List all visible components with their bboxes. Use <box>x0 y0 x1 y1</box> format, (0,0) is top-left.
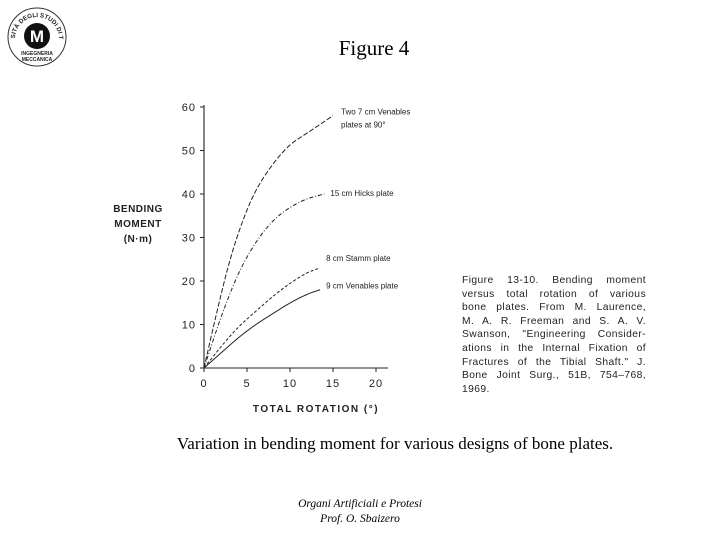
x-tick-label: 15 <box>325 378 341 390</box>
y-axis-label <box>113 204 163 245</box>
chart-series-labels <box>326 108 410 291</box>
logo-text-bottom: INGEGNERIA <box>21 51 53 57</box>
chart-series <box>204 116 333 368</box>
textbook-caption-line: versus total rotation of various <box>462 288 646 300</box>
series-label: plates at 90° <box>341 120 386 130</box>
y-tick-label: 60 <box>181 102 196 114</box>
x-tick-label: 5 <box>243 378 251 390</box>
y-axis-label-line: MOMENT <box>114 219 162 230</box>
textbook-caption-line: bone plates. From M. Laurence, <box>462 302 646 314</box>
series-line <box>204 290 320 368</box>
logo-ring-text: SITÀ DEGLI STUDI DI T <box>9 11 65 40</box>
slide-title: Figure 4 <box>338 36 410 60</box>
textbook-caption-line: Bone Joint Surg., 51B, 754–768, <box>462 370 646 382</box>
footer-professor: Prof. O. Sbaizero <box>320 513 400 525</box>
textbook-caption-line: Figure 13-10. Bending moment <box>462 275 646 286</box>
textbook-figure-caption <box>462 274 646 396</box>
y-axis-label-line: BENDING <box>113 204 163 215</box>
y-tick-label: 50 <box>181 145 196 158</box>
series-line <box>204 116 333 368</box>
x-tick-label: 20 <box>368 378 384 390</box>
x-axis-label: TOTAL ROTATION (°) <box>252 404 380 415</box>
footer <box>0 497 720 527</box>
y-tick-label: 20 <box>181 276 196 288</box>
textbook-caption-line: Fractures of the Tibial Shaft." J. <box>462 356 646 368</box>
y-tick-label: 0 <box>188 363 196 375</box>
series-label: 15 cm Hicks plate <box>330 189 394 198</box>
textbook-caption-line: 1969. <box>462 383 490 395</box>
series-label: 8 cm Stamm plate <box>326 253 391 263</box>
series-line <box>204 194 324 368</box>
chart-ticks <box>182 102 383 390</box>
textbook-caption-line: M. A. R. Freeman and S. A. V. <box>462 315 646 327</box>
chart-axes <box>204 105 388 368</box>
main-caption: Variation in bending moment for various designs of bone plates. <box>176 434 614 453</box>
y-tick-label: 10 <box>181 319 196 332</box>
logo-monogram: M <box>29 27 45 46</box>
series-label: Two 7 cm Venables <box>341 107 411 117</box>
logo-text-bottom2: MECCANICA <box>21 57 53 63</box>
x-tick-label: 0 <box>200 378 208 390</box>
x-tick-label: 10 <box>282 378 298 390</box>
y-tick-label: 30 <box>181 232 196 245</box>
textbook-caption-line: ations in the Internal Fixation of <box>462 342 646 354</box>
y-axis-label-line: (N·m) <box>123 234 153 245</box>
y-tick-label: 40 <box>181 189 196 201</box>
footer-course: Organi Artificiali e Protesi <box>298 498 422 510</box>
series-label: 9 cm Venables plate <box>326 281 399 291</box>
textbook-caption-line: Swanson, "Engineering Consider- <box>462 329 646 341</box>
